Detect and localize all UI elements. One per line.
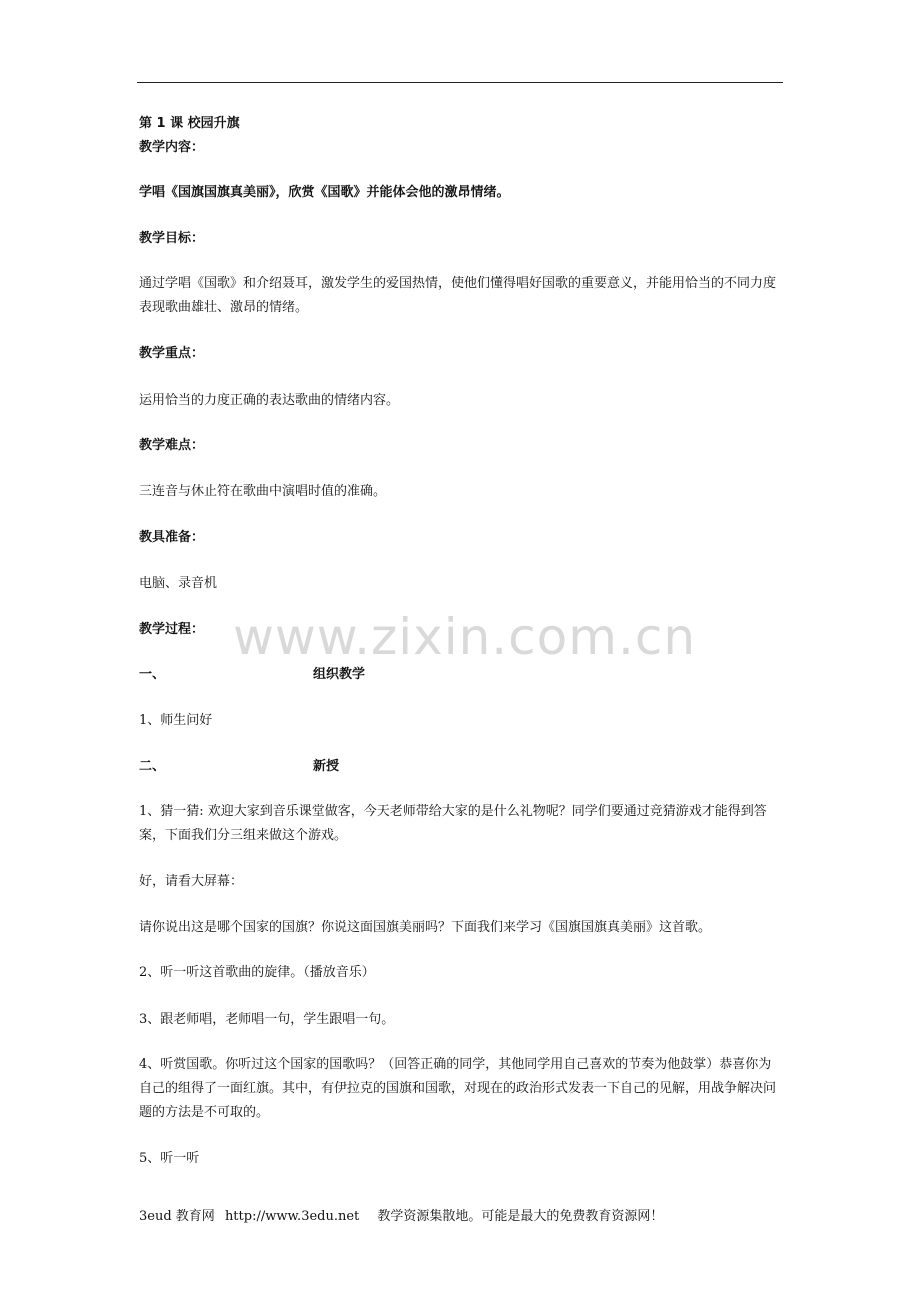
section1-title: 组织教学 [313, 667, 366, 682]
section2-item3: 3、跟老师唱，老师唱一句，学生跟唱一句。 [139, 1012, 395, 1027]
difficulty-text: 三连音与休止符在歌曲中演唱时值的准确。 [139, 484, 387, 499]
content-text: 学唱《国旗国旗真美丽》，欣赏《国歌》并能体会他的激昂情绪。 [139, 185, 510, 200]
goal-text: 通过学唱《国歌》和介绍聂耳，激发学生的爱国热情，使他们懂得唱好国歌的重要意义，并能用恰当的不同力度表现歌曲雄壮、激昂的情绪。 [139, 276, 777, 315]
footer-slogan: 教学资源集散地。可能是最大的免费教育资源网！ [377, 1209, 664, 1224]
section2-number: 二、 [139, 759, 166, 774]
difficulty-heading: 教学难点： [139, 438, 205, 453]
content-heading: 教学内容： [139, 140, 205, 155]
section2-item4: 4、听赏国歌。你听过这个国家的国歌吗？（回答正确的同学，其他同学用自己喜欢的节奏为他鼓掌）恭喜你为自己的组得了一面红旗。其中，有伊拉克的国旗和国歌，对现在的政治形式发表一下自己的见解，用战争解决问题的方法是不可取的。 [139, 1057, 777, 1120]
page-footer [139, 1205, 669, 1224]
tools-text: 电脑、录音机 [139, 576, 218, 591]
section2-item2: 2、听一听这首歌曲的旋律。（播放音乐） [139, 965, 375, 980]
focus-text: 运用恰当的力度正确的表达歌曲的情绪内容。 [139, 393, 400, 408]
tools-heading: 教具准备： [139, 530, 205, 545]
section2-item1: 1、猜一猜: 欢迎大家到音乐课堂做客，今天老师带给大家的是什么礼物呢？同学们要通过竞猜游戏才能得到答案，下面我们分三组来做这个游戏。 [139, 804, 767, 843]
footer-site: 3eud 教育网 [139, 1209, 215, 1224]
section2-text-a: 好，请看大屏幕： [139, 874, 244, 889]
footer-url[interactable]: http://www.3edu.net [224, 1209, 360, 1224]
section2-text-b: 请你说出这是哪个国家的国旗？你说这面国旗美丽吗？下面我们来学习《国旗国旗真美丽》这首歌。 [139, 920, 712, 935]
section1-number: 一、 [139, 667, 166, 682]
lesson-title: 第 1 课 校园升旗 [139, 116, 240, 131]
focus-heading: 教学重点： [139, 346, 205, 361]
watermark: www.zixin.com.cn [233, 608, 697, 666]
section2-title: 新授 [313, 759, 340, 774]
goal-heading: 教学目标： [139, 231, 205, 246]
section2-item5: 5、听一听 [139, 1151, 200, 1166]
section1-item1: 1、师生问好 [139, 713, 213, 728]
process-heading: 教学过程： [139, 622, 205, 637]
header-rule [137, 82, 783, 83]
